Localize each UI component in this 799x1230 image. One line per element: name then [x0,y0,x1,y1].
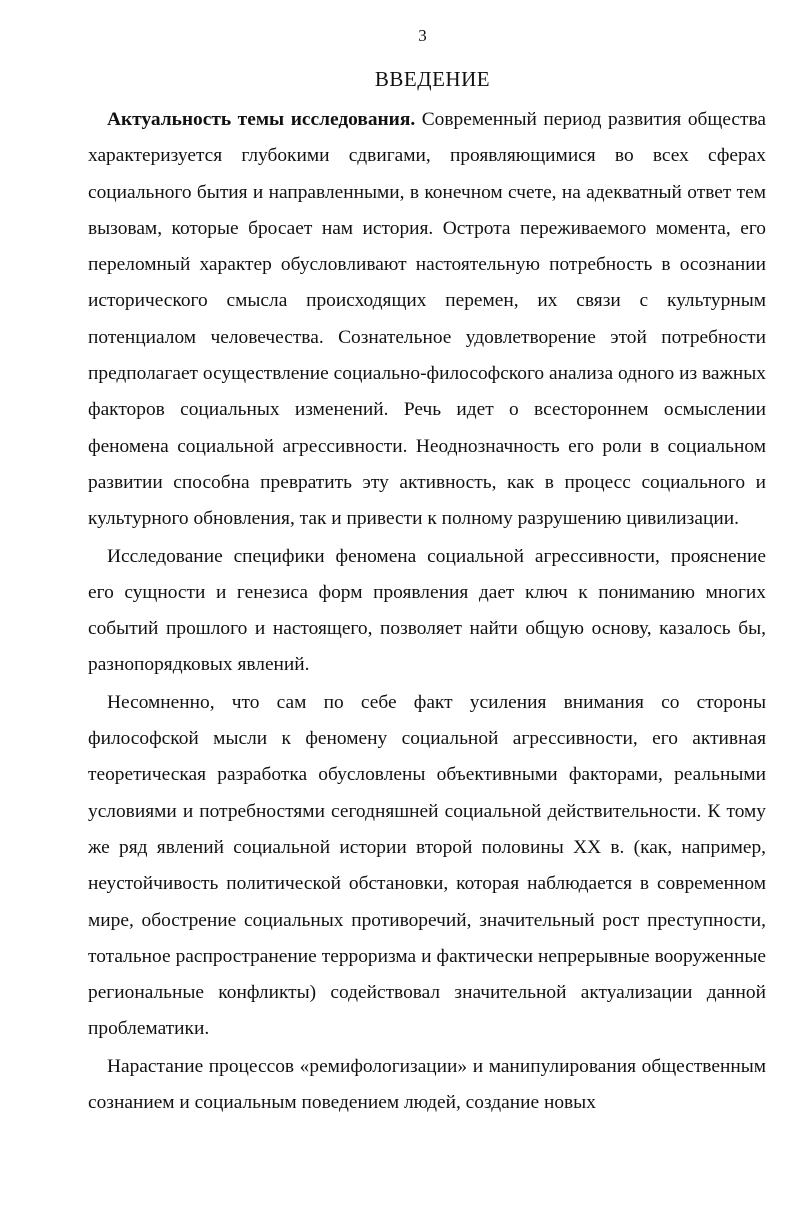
paragraph-1 [88,102,766,538]
page-title: ВВЕДЕНИЕ [374,67,491,91]
paragraph-3: Несомненно, что сам по себе факт усиления внимания со стороны философской мысли к феномену социальной агрессивности, его активная теоретическая разработка обусловлены объективными факторами, реальными условиями и потребностями сегодняшней социальной действительности. К тому же ряд явлений социальной истории второй половины XX в. (как, например, неустойчивость политической обстановки, которая наблюдается в современном мире, обострение социальных противоречий, значительный рост преступности, тотальное распространение терроризма и фактически непрерывные вооруженные региональные конфликты) содействовал значительной актуализации данной проблематики. [88,691,766,1040]
page-number: 3 [418,26,427,45]
lead-title: Актуальность темы исследования. [107,109,416,130]
paragraph-1-text: Современный период развития общества характеризуется глубокими сдвигами, проявляющимися во всех сферах социального бытия и направленными, в конечном счете, на адекватный ответ тем вызовам, которые бросает нам история. Острота переживаемого момента, его переломный характер обусловливают настоятельную потребность в осознании исторического смысла происходящих перемен, их связи с культурным потенциалом человечества. Сознательное удовлетворение этой потребности предполагает осуществление социально-философского анализа одного из важных факторов социальных изменений. Речь идет о всестороннем осмыслении феномена социальной агрессивности. Неоднозначность его роли в социальном развитии способна превратить эту активность, как в процесс социального и культурного обновления, так и привести к полному разрушению цивилизации. [88,109,766,530]
paragraph-2: Исследование специфики феномена социальной агрессивности, прояснение его сущности и генезиса форм проявления дает ключ к пониманию многих событий прошлого и настоящего, позволяет найти общую основу, казалось бы, разнопорядковых явлений. [88,545,766,676]
body-text [88,102,766,1121]
paragraph-4: Нарастание процессов «ремифологизации» и манипулирования общественным сознанием и социальным поведением людей, создание новых [88,1055,766,1114]
